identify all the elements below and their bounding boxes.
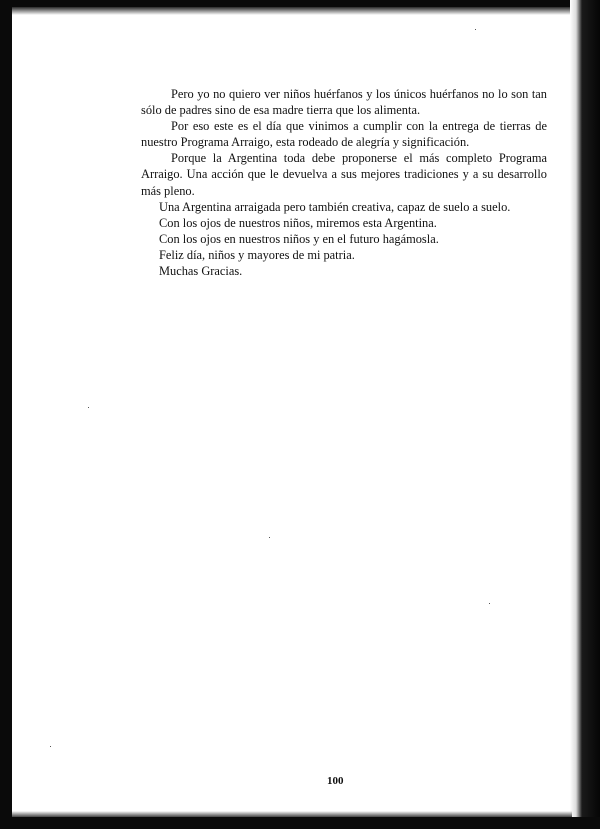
paragraph: Por eso este es el día que vinimos a cumplir con la entrega de tierras de nuestro Programa Arraigo, esta rodeado de alegría y significación. xyxy=(141,119,547,150)
scan-border-right xyxy=(570,0,600,829)
paragraph: Una Argentina arraigada pero también creativa, capaz de suelo a suelo. xyxy=(159,199,511,214)
scan-shadow-top xyxy=(12,7,572,15)
page-number: 100 xyxy=(327,775,344,787)
paragraph: Pero yo no quiero ver niños huérfanos y los únicos huérfanos no lo son tan sólo de padres sino de esa madre tierra que los alimenta. xyxy=(141,87,547,118)
scan-border-top xyxy=(0,0,600,7)
scan-border-bottom xyxy=(0,817,600,829)
paragraph: Con los ojos en nuestros niños y en el futuro hagámosla. xyxy=(159,231,439,246)
scan-border-left xyxy=(0,0,12,829)
paragraph: Muchas Gracias. xyxy=(159,264,243,279)
body-text xyxy=(141,86,547,279)
scan-speck xyxy=(269,537,270,538)
paragraph: Con los ojos de nuestros niños, miremos esta Argentina. xyxy=(159,215,437,230)
scan-speck xyxy=(50,746,51,747)
scan-speck xyxy=(489,603,490,604)
scan-speck xyxy=(88,407,89,408)
paragraph: Feliz día, niños y mayores de mi patria. xyxy=(159,247,355,262)
scan-speck xyxy=(475,29,476,30)
paragraph: Porque la Argentina toda debe proponerse el más completo Programa Arraigo. Una acción que le devuelva a sus mejores tradiciones y a su desarrollo más pleno. xyxy=(141,151,547,198)
